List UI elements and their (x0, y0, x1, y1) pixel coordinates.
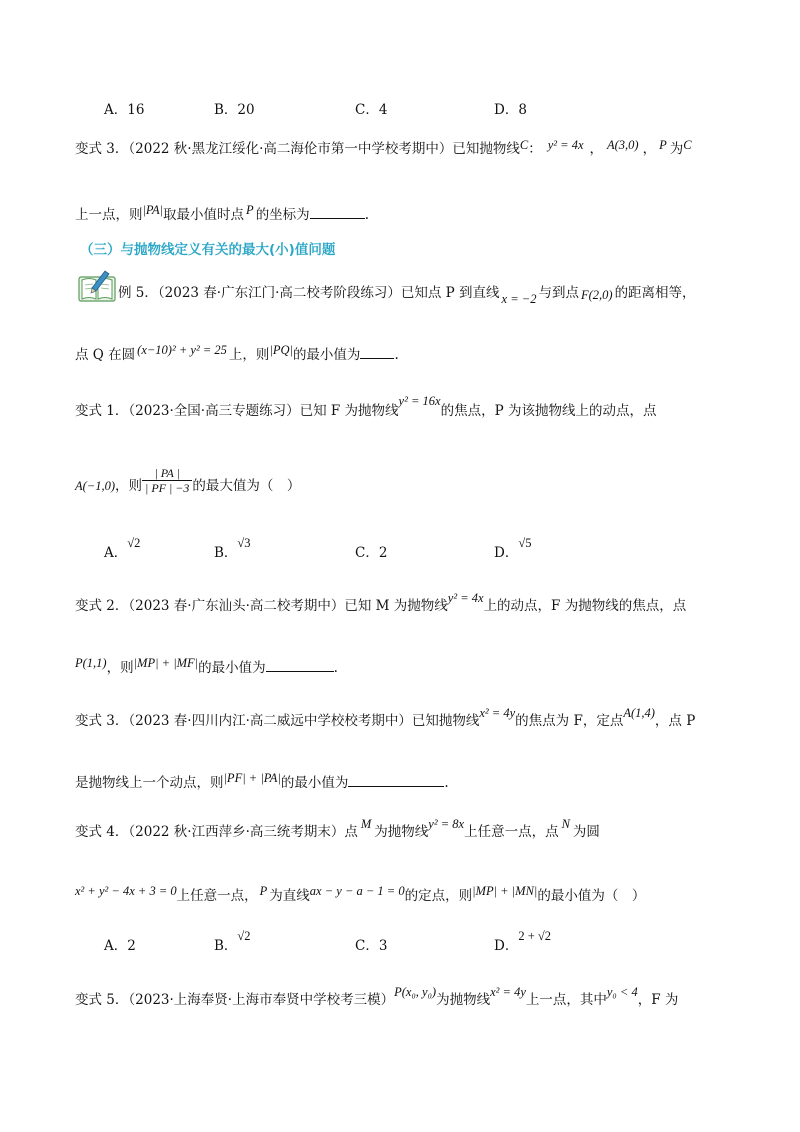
math-expression: y² = 8x (428, 817, 465, 831)
variant3a-line2 (75, 203, 369, 223)
math-expression: x² = 4y (479, 706, 516, 720)
question-source: （2022 秋·黑龙江绥化·高二海伦市第一中学校考期中） (128, 141, 453, 157)
math-expression: √2 (237, 929, 251, 943)
math-expression: C (519, 138, 529, 152)
text: 为直线 (269, 888, 310, 904)
option-label: B． (214, 545, 238, 561)
math-expression: P(1,1) (75, 656, 107, 670)
option-label: B． (214, 938, 238, 954)
text: 上一点，则 (75, 207, 143, 223)
text: 已知点 P 到直线 (400, 285, 500, 301)
variant4-line1 (75, 817, 600, 840)
text: 上任意一点， (176, 888, 258, 904)
math-expression: (x−10)² + y² = 25 (137, 343, 227, 357)
math-expression: P (259, 884, 268, 898)
math-expression: y² = 16x (398, 394, 441, 408)
math-expression: √2 (127, 536, 141, 550)
fraction-denominator: | PF | −3 (145, 481, 190, 495)
text: 为 (669, 141, 684, 157)
text: 的焦点，P 为该抛物线上的动点，点 (440, 403, 657, 419)
text: ， (642, 141, 657, 157)
answer-blank[interactable] (266, 659, 334, 672)
question-source: （2023·上海奉贤·上海市奉贤中学校考三模） (128, 992, 395, 1008)
text: . (364, 207, 369, 223)
option-label: D． (494, 545, 519, 561)
math-expression: |PF| + |PA| (223, 771, 281, 785)
option-a (104, 536, 141, 561)
text: ，F 为 (637, 992, 679, 1008)
option-c: C．2 (355, 545, 388, 561)
math-expression: A(−1,0) (75, 479, 116, 493)
text: ，点 P (654, 713, 696, 729)
question-label: 例 5． (118, 285, 158, 301)
option-label: A． (104, 545, 128, 561)
option-a: A．16 (104, 102, 145, 118)
question-source: （2023 春·广东江门·高二校考阶段练习） (157, 285, 401, 301)
question-label: 变式 3． (75, 713, 129, 729)
fraction (142, 466, 192, 495)
text: 的距离相等， (614, 285, 696, 301)
variant1-line2 (75, 466, 301, 501)
variant3b-line1 (75, 706, 696, 729)
answer-blank[interactable] (310, 206, 365, 219)
math-expression: y₀ < 4 (606, 985, 638, 999)
text: . (444, 775, 449, 791)
text: 与到点 (538, 285, 579, 301)
text: 的定点，则 (404, 888, 473, 904)
question-source: （2023 春·四川内江·高二威远中学校校考期中） (128, 713, 412, 729)
math-expression: M (360, 817, 372, 831)
question-label: 变式 1． (75, 403, 129, 419)
option-d: D．8 (494, 102, 527, 118)
variant2-line2 (75, 656, 338, 676)
text: ： (528, 141, 542, 157)
option-d (494, 536, 532, 561)
text: 的焦点为 F，定点 (515, 713, 624, 729)
text: . (333, 660, 338, 676)
question-source: （2022 秋·江西萍乡·高三统考期末） (128, 824, 345, 840)
option-c: C．4 (355, 102, 388, 118)
question-label: 变式 3． (75, 141, 129, 157)
text: 已知抛物线 (411, 713, 480, 729)
math-expression: x = −2 (501, 292, 537, 306)
text: ， (589, 141, 603, 157)
variant3a-line1 (75, 137, 692, 157)
text: 已知抛物线 (452, 141, 520, 157)
math-expression: F(2,0) (580, 288, 613, 302)
option-label: D． (494, 938, 519, 954)
math-expression: |PA| (142, 203, 164, 217)
text: 上一点，其中 (525, 992, 607, 1008)
text: 已知 M 为抛物线 (344, 598, 448, 614)
variant5-line1 (75, 985, 679, 1008)
text: ，则 (106, 660, 134, 676)
example5-line2 (75, 343, 399, 363)
math-expression: A(3,0) (607, 138, 639, 152)
math-expression: x² + y² − 4x + 3 = 0 (75, 884, 177, 898)
variant2-line1 (75, 591, 687, 614)
text: 上任意一点，点 (464, 824, 559, 840)
text: 的最小值为 (292, 347, 361, 363)
math-expression: 2 + √2 (518, 929, 551, 943)
answer-blank[interactable] (348, 774, 444, 787)
text: 点 (344, 824, 358, 840)
text: 的最小值为 (280, 775, 349, 791)
fraction-numerator: | PA | (142, 466, 192, 481)
math-expression: C (683, 138, 692, 152)
text: 上的动点，F 为抛物线的焦点，点 (483, 598, 687, 614)
question-label: 变式 4． (75, 824, 129, 840)
math-expression: P (246, 203, 254, 217)
math-expression: A(1,4) (623, 706, 655, 720)
math-expression: |MP| + |MN| (472, 884, 538, 898)
answer-blank[interactable] (360, 346, 394, 359)
section-heading: （三）与抛物线定义有关的最大(小)值问题 (80, 242, 336, 258)
option-c: C．3 (355, 938, 388, 954)
option-b (214, 929, 251, 954)
variant3b-line2 (75, 771, 449, 791)
text: 的最大值为（ ） (192, 478, 301, 494)
question-source: （2023 春·广东汕头·高二校考期中） (128, 598, 345, 614)
variant1-line1 (75, 394, 657, 419)
text: 上，则 (228, 347, 270, 363)
text: . (394, 347, 399, 363)
math-expression: x² = 4y (490, 985, 526, 999)
example5-line1 (118, 281, 696, 306)
text: 的最小值为（ ） (537, 888, 646, 904)
math-expression: ax − y − a − 1 = 0 (309, 884, 405, 898)
math-expression: √5 (518, 536, 532, 550)
text: 的最小值为 (198, 660, 266, 676)
text: ，则 (115, 478, 143, 494)
math-expression: y² = 4x (547, 138, 584, 152)
math-expression: P (659, 138, 667, 152)
math-expression: |MP| + |MF| (133, 656, 199, 670)
text: 已知 F 为抛物线 (299, 403, 399, 419)
math-expression: P(x₀, y₀) (394, 985, 437, 999)
text: 的坐标为 (255, 207, 310, 223)
book-pen-icon (78, 268, 116, 302)
math-expression: N (561, 817, 570, 831)
text: 为抛物线 (374, 824, 429, 840)
text: 为圆 (572, 824, 600, 840)
math-expression: √3 (237, 536, 251, 550)
text: 为抛物线 (436, 992, 491, 1008)
text: 点 Q 在圆 (75, 347, 136, 363)
math-expression: |PQ| (269, 343, 293, 357)
question-label: 变式 2． (75, 598, 129, 614)
variant4-line2 (75, 884, 645, 904)
question-label: 变式 5． (75, 992, 129, 1008)
text: 取最小值时点 (163, 207, 245, 223)
text: 是抛物线上一个动点，则 (75, 775, 224, 791)
math-expression: y² = 4x (447, 591, 484, 605)
option-a: A．2 (104, 938, 136, 954)
question-source: （2023·全国·高三专题练习） (128, 403, 300, 419)
option-b: B．20 (214, 102, 255, 118)
option-b (214, 536, 251, 561)
option-d (494, 929, 551, 954)
